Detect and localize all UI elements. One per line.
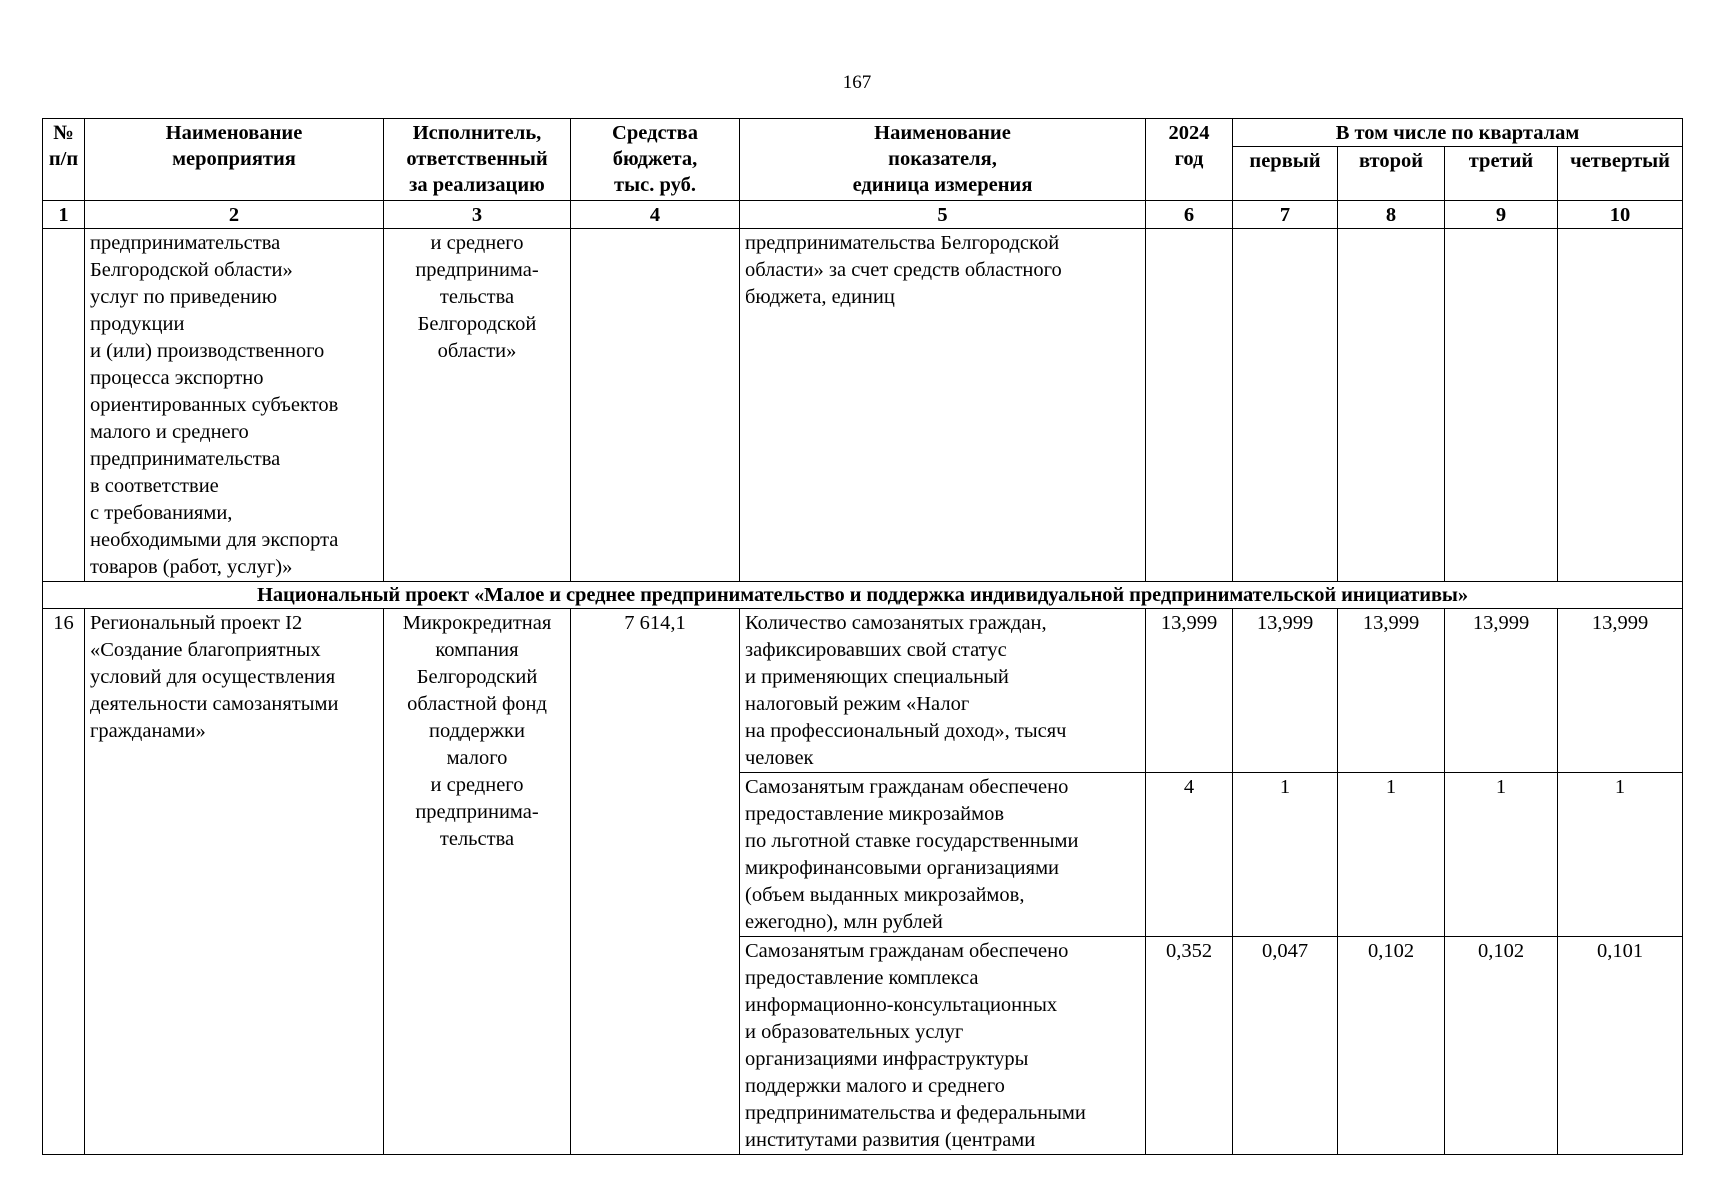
row16-q2: 1 xyxy=(1338,773,1445,937)
row16-year: 4 xyxy=(1146,773,1233,937)
row16-q2: 0,102 xyxy=(1338,937,1445,1155)
row16-indicator-name: Количество самозанятых граждан, зафиксировавших свой статус и применяющих специальный налоговый режим «Налог на профессиональный доход», тысяч человек xyxy=(740,609,1146,773)
row16-q4: 1 xyxy=(1558,773,1683,937)
continuation-row xyxy=(43,229,1683,582)
row16-executor: Микрокредитная компания Белгородский областной фонд поддержки малого и среднего предпринима- тельства xyxy=(384,609,571,1155)
cont-q4 xyxy=(1558,229,1683,582)
header-event-name: Наименование мероприятия xyxy=(85,119,384,201)
column-number: 2 xyxy=(85,201,384,229)
cont-q3 xyxy=(1445,229,1558,582)
row16-indicator-name: Самозанятым гражданам обеспечено предоставление микрозаймов по льготной ставке государственными микрофинансовыми организациями (объем выданных микрозаймов, ежегодно), млн рублей xyxy=(740,773,1146,937)
page-number: 167 xyxy=(842,72,872,93)
row16-q1: 0,047 xyxy=(1233,937,1338,1155)
header-q3: третий xyxy=(1445,147,1558,201)
header-num: № п/п xyxy=(43,119,85,201)
header-q2: второй xyxy=(1338,147,1445,201)
cont-num xyxy=(43,229,85,582)
row16-event-name: Региональный проект I2 «Создание благоприятных условий для осуществления деятельности самозанятыми гражданами» xyxy=(85,609,384,1155)
column-number: 9 xyxy=(1445,201,1558,229)
row16-q3: 1 xyxy=(1445,773,1558,937)
section-row xyxy=(43,582,1683,609)
cont-budget xyxy=(571,229,740,582)
column-number: 1 xyxy=(43,201,85,229)
header-indicator: Наименование показателя, единица измерения xyxy=(740,119,1146,201)
row16-budget: 7 614,1 xyxy=(571,609,740,1155)
column-number: 8 xyxy=(1338,201,1445,229)
column-number: 7 xyxy=(1233,201,1338,229)
header-year: 2024 год xyxy=(1146,119,1233,201)
row16-q3: 0,102 xyxy=(1445,937,1558,1155)
row16-num: 16 xyxy=(43,609,85,1155)
plan-table xyxy=(42,118,1683,1155)
header-row xyxy=(43,119,1683,147)
column-number-row xyxy=(43,201,1683,229)
header-q1: первый xyxy=(1233,147,1338,201)
row16-q3: 13,999 xyxy=(1445,609,1558,773)
row16-year: 13,999 xyxy=(1146,609,1233,773)
cont-year xyxy=(1146,229,1233,582)
cont-event-name: предпринимательства Белгородской области» услуг по приведению продукции и (или) производственного процесса экспортно ориентированных субъектов малого и среднего предпринимательства в соответствие с требованиями, необходимыми для экспорта товаров (работ, услуг)» xyxy=(85,229,384,582)
row16-q4: 0,101 xyxy=(1558,937,1683,1155)
header-quarters-group: В том числе по кварталам xyxy=(1233,119,1683,147)
row16-q1: 1 xyxy=(1233,773,1338,937)
cont-q2 xyxy=(1338,229,1445,582)
header-q4: четвертый xyxy=(1558,147,1683,201)
row16-q1: 13,999 xyxy=(1233,609,1338,773)
row16-indicator-1 xyxy=(43,609,1683,773)
column-number: 5 xyxy=(740,201,1146,229)
section-title: Национальный проект «Малое и среднее предпринимательство и поддержка индивидуальной предпринимательской инициативы» xyxy=(43,582,1683,609)
cont-q1 xyxy=(1233,229,1338,582)
header-budget: Средства бюджета, тыс. руб. xyxy=(571,119,740,201)
column-number: 3 xyxy=(384,201,571,229)
row16-year: 0,352 xyxy=(1146,937,1233,1155)
column-number: 10 xyxy=(1558,201,1683,229)
row16-indicator-name: Самозанятым гражданам обеспечено предоставление комплекса информационно-консультационных и образовательных услуг организациями инфраструктуры поддержки малого и среднего предпринимательства и федеральными институтами развития (центрами xyxy=(740,937,1146,1155)
cont-executor: и среднего предпринима- тельства Белгородской области» xyxy=(384,229,571,582)
header-executor: Исполнитель, ответственный за реализацию xyxy=(384,119,571,201)
cont-indicator: предпринимательства Белгородской области» за счет средств областного бюджета, единиц xyxy=(740,229,1146,582)
row16-q4: 13,999 xyxy=(1558,609,1683,773)
column-number: 6 xyxy=(1146,201,1233,229)
row16-q2: 13,999 xyxy=(1338,609,1445,773)
column-number: 4 xyxy=(571,201,740,229)
